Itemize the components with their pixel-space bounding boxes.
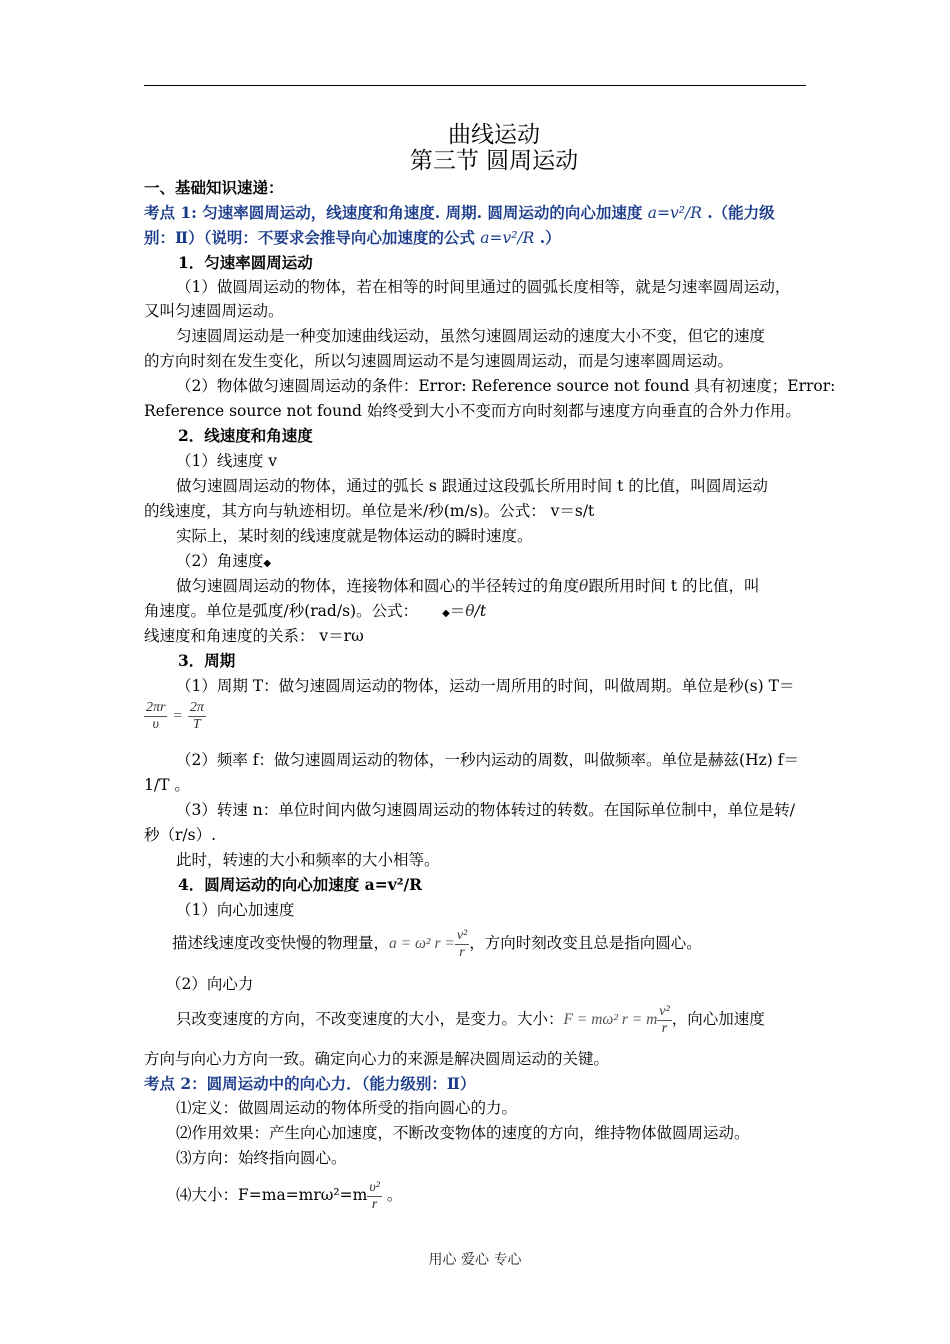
kp1-line1 [144,203,775,223]
fraction-numerator-2: 2π [189,700,204,715]
fraction-u2-over-r [367,1180,382,1213]
fraction-denominator: υ [152,717,159,732]
para-13-text: 只改变速度的方向，不改变速度的大小，是变力。大小： [176,1010,564,1028]
para-6a-text: 做匀速圆周运动的物体，连接物体和圆心的半径转过的角度 [176,577,580,595]
para-1b: 又叫匀速圆周运动。 [144,302,284,320]
period-formula [144,700,206,733]
heading-4-2: （2）向心力 [166,975,254,993]
para-9b: 1/T 。 [144,776,190,794]
page-footer: 用心 爱心 专心 [428,1252,522,1268]
para-3b: Reference source not found 始终受到大小不变而方向时刻都与速度方向垂直的合外力作用。 [144,402,801,420]
heading-4-1: （1）向心加速度 [176,901,295,919]
kp2-item-2: ⑵作用效果：产生向心加速度，不断改变物体的速度的方向，维持物体做圆周运动。 [176,1124,750,1142]
para-3a: （2）物体做匀速圆周运动的条件：Error: Reference source not found 具有初速度；Error: [176,377,836,395]
para-7: 线速度和角速度的关系： v＝rω [144,627,364,645]
kp2-item-3: ⑶方向：始终指向圆心。 [176,1149,347,1167]
heading-2: 2．线速度和角速度 [178,426,313,445]
kp1-text: 考点 1: 匀速率圆周运动，线速度和角速度. 周期. 圆周运动的向心加速度 [144,203,648,222]
equals-sign-2: = [172,707,183,725]
heading-2-2 [176,551,271,574]
kp1-text2: 别：Ⅱ）（说明：不要求会推导向心加速度的公式 [144,228,481,247]
para-12 [172,926,702,961]
para-10a: （3）转速 n：单位时间内做匀速圆周运动的物体转过的转数。在国际单位制中，单位是转/ [176,801,795,819]
para-6b-text: 角速度。单位是弧度/秒(rad/s)。公式： [144,602,419,620]
fraction-denominator-2: T [192,717,201,732]
heading-4: 4．圆周运动的向心加速度 a=v²/R [178,875,423,894]
fraction-numerator-5: υ² [369,1179,380,1195]
heading-3: 3．周期 [178,651,236,670]
fraction-v2-over-r [455,928,469,961]
para-8a: （1）周期 T：做匀速圆周运动的物体，运动一周所用的时间，叫做周期。单位是秒(s) T＝ [176,677,795,695]
fraction-v2-over-r-2 [657,1004,671,1037]
para-9a: （2）频率 f：做匀速圆周运动的物体，一秒内运动的周数，叫做频率。单位是赫兹(Hz) f＝ [176,751,799,769]
para-12-suffix: ，方向时刻改变且总是指向圆心。 [469,934,702,952]
kp1-text2-suffix: .） [534,228,561,247]
para-5: 实际上，某时刻的线速度就是物体运动的瞬时速度。 [176,527,533,545]
page-subtitle: 第三节 圆周运动 [409,148,579,174]
kp2-heading: 考点 2：圆周运动中的向心力．（能力级别：Ⅱ） [144,1074,476,1093]
page-title: 曲线运动 [448,122,540,148]
section-heading: 一、基础知识速递： [144,178,284,197]
para-6b [144,601,486,624]
heading-2-1: （1）线速度 v [176,452,278,470]
kp1-formula: a=v²/R [647,204,702,222]
omega-symbol-icon: ◆ [442,608,450,619]
force-formula: F = mω² r = m [563,1011,658,1028]
fraction-2pir-over-v [144,700,167,733]
kp1-line2 [144,228,561,248]
para-6a-text2: 跟所用时间 t 的比值，叫 [588,577,760,595]
para-4b: 的线速度，其方向与轨迹相切。单位是米/秒(m/s)。公式： v＝s/t [144,502,595,520]
para-6b-formula-tail: /t [474,602,487,620]
fraction-numerator: 2πr [146,700,166,715]
para-6a [176,576,759,596]
fraction-2pi-over-T [188,700,206,733]
kp2-item-4 [176,1178,402,1213]
heading-1: 1．匀速率圆周运动 [178,253,313,272]
para-13 [176,1002,765,1037]
para-13b: 方向与向心力方向一致。确定向心力的来源是解决圆周运动的关键。 [144,1050,610,1068]
kp2-item-4-suffix: 。 [381,1186,403,1204]
fraction-numerator-3: v² [456,927,468,943]
equals-sign: ＝ [449,602,466,620]
theta-symbol-icon: θ [579,577,589,595]
kp2-item-1: ⑴定义：做圆周运动的物体所受的指向圆心的力。 [176,1099,518,1117]
fraction-denominator-5: r [371,1196,378,1212]
fraction-numerator-4: v² [659,1003,670,1019]
kp1-text-suffix: .（能力级 [701,203,775,222]
para-13-suffix: ，向心加速度 [671,1010,765,1028]
header-rule [144,85,806,86]
para-12-text: 描述线速度改变快慢的物理量， [172,934,390,952]
theta-symbol-icon-2: θ [465,602,475,620]
para-10b: 秒（r/s）. [144,826,217,844]
para-11: 此时，转速的大小和频率的大小相等。 [176,851,440,869]
para-2a: 匀速圆周运动是一种变加速曲线运动，虽然匀速圆周运动的速度大小不变，但它的速度 [176,327,766,345]
kp1-formula2: a=v²/R [480,229,535,247]
fraction-denominator-3: r [459,944,465,960]
diamond-symbol-icon: ◆ [263,558,272,569]
para-2b: 的方向时刻在发生变化，所以匀速圆周运动不是匀速圆周运动，而是匀速率圆周运动。 [144,352,734,370]
angular-velocity-label: （2）角速度 [176,552,264,570]
para-4a: 做匀速圆周运动的物体，通过的弧长 s 跟通过这段弧长所用时间 t 的比值，叫圆周运动 [176,477,768,495]
para-1a: （1）做圆周运动的物体，若在相等的时间里通过的圆弧长度相等，就是匀速率圆周运动， [176,278,791,296]
fraction-denominator-4: r [661,1020,668,1036]
kp2-item-4-text: ⑷大小：F=ma=mrω²=m [176,1186,368,1204]
accel-formula: a = ω² r = [389,935,455,952]
